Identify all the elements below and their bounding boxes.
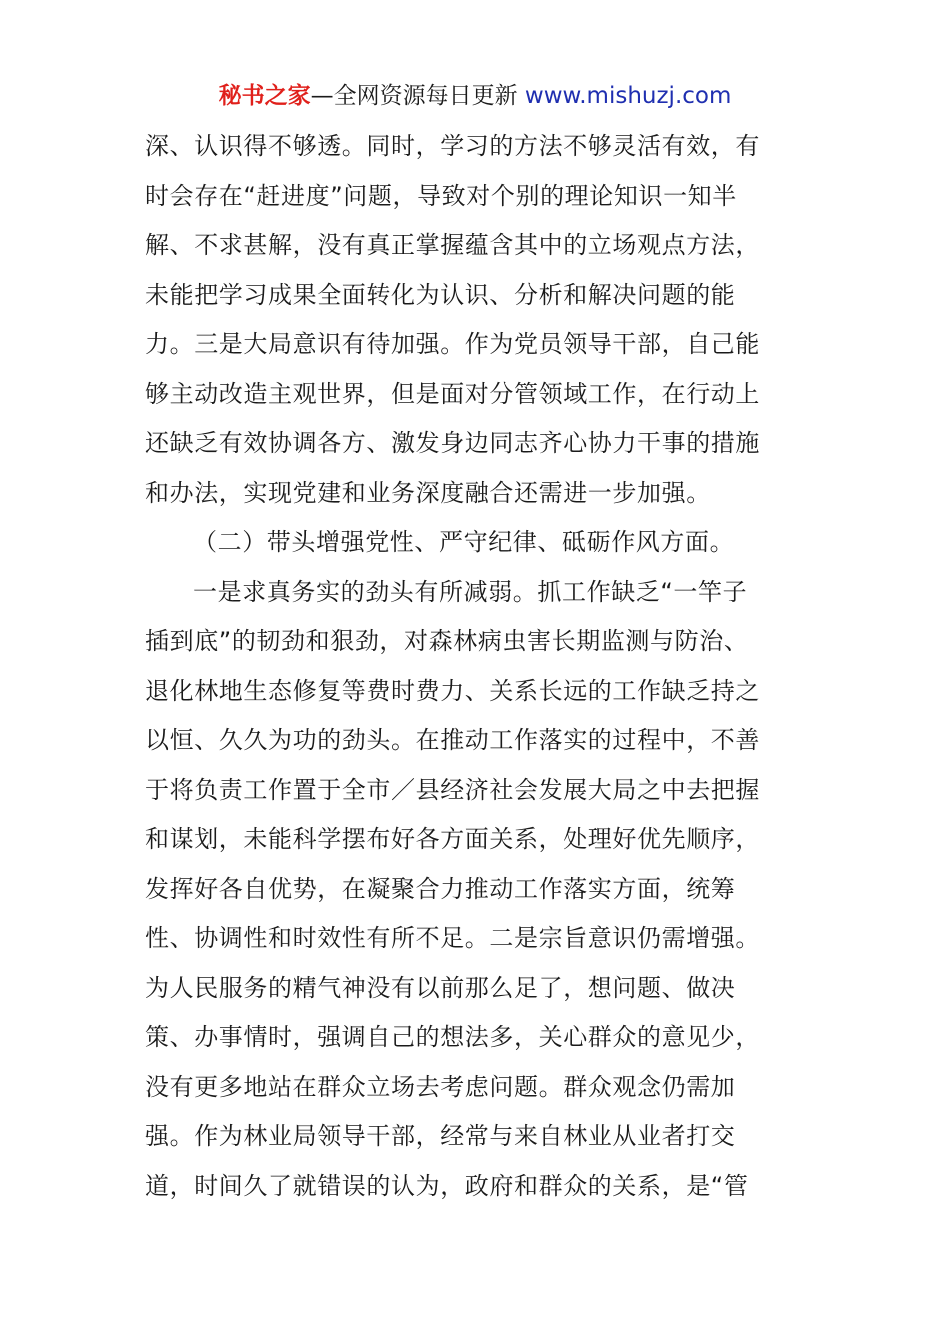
text-line: 没有更多地站在群众立场去考虑问题。群众观念仍需加 xyxy=(145,1072,736,1101)
text-line: 还缺乏有效协调各方、激发身边同志齐心协力干事的措施 xyxy=(145,429,760,457)
site-header xyxy=(0,80,950,112)
text-line: 道，时间久了就错误的认为，政府和群众的关系，是“管 xyxy=(145,1171,749,1200)
text-line: 性、协调性和时效性有所不足。二是宗旨意识仍需增强。 xyxy=(145,924,760,952)
text-line: 发挥好各自优势，在凝聚合力推动工作落实方面，统筹 xyxy=(145,874,736,903)
text-line: 一是求真务实的劲头有所减弱。抓工作缺乏“一竿子 xyxy=(193,577,748,606)
text-line: 深、认识得不够透。同时，学习的方法不够灵活有效，有 xyxy=(145,132,760,160)
brand-name: 秘书之家 xyxy=(218,83,311,109)
section-heading: （二）带头增强党性、严守纪律、砥砺作风方面。 xyxy=(193,528,735,556)
text-line: 时会存在“赶进度”问题，导致对个别的理论知识一知半 xyxy=(145,181,737,210)
text-line: 为人民服务的精气神没有以前那么足了，想问题、做决 xyxy=(145,973,736,1002)
header-slogan: —全网资源每日更新 xyxy=(310,83,518,109)
text-line: 和谋划，未能科学摆布好各方面关系，处理好优先顺序， xyxy=(145,825,760,853)
text-line: 力。三是大局意识有待加强。作为党员领导干部，自己能 xyxy=(145,330,760,358)
text-line: 于将负责工作置于全市／县经济社会发展大局之中去把握 xyxy=(145,775,760,804)
text-line: 以恒、久久为功的劲头。在推动工作落实的过程中，不善 xyxy=(145,726,760,754)
text-line: 退化林地生态修复等费时费力、关系长远的工作缺乏持之 xyxy=(145,676,760,705)
text-line: 插到底”的韧劲和狠劲，对森林病虫害长期监测与防治、 xyxy=(145,627,749,655)
text-line: 和办法，实现党建和业务深度融合还需进一步加强。 xyxy=(145,478,711,507)
site-url[interactable]: www.mishuzj.com xyxy=(524,83,732,109)
text-line: 强。作为林业局领导干部，经常与来自林业从业者打交 xyxy=(145,1122,736,1150)
text-line: 策、办事情时，强调自己的想法多，关心群众的意见少， xyxy=(145,1023,760,1051)
document-body xyxy=(145,122,810,1211)
text-line: 解、不求甚解，没有真正掌握蕴含其中的立场观点方法， xyxy=(145,231,760,259)
text-line: 够主动改造主观世界，但是面对分管领域工作，在行动上 xyxy=(145,379,760,408)
text-line: 未能把学习成果全面转化为认识、分析和解决问题的能 xyxy=(145,280,736,309)
